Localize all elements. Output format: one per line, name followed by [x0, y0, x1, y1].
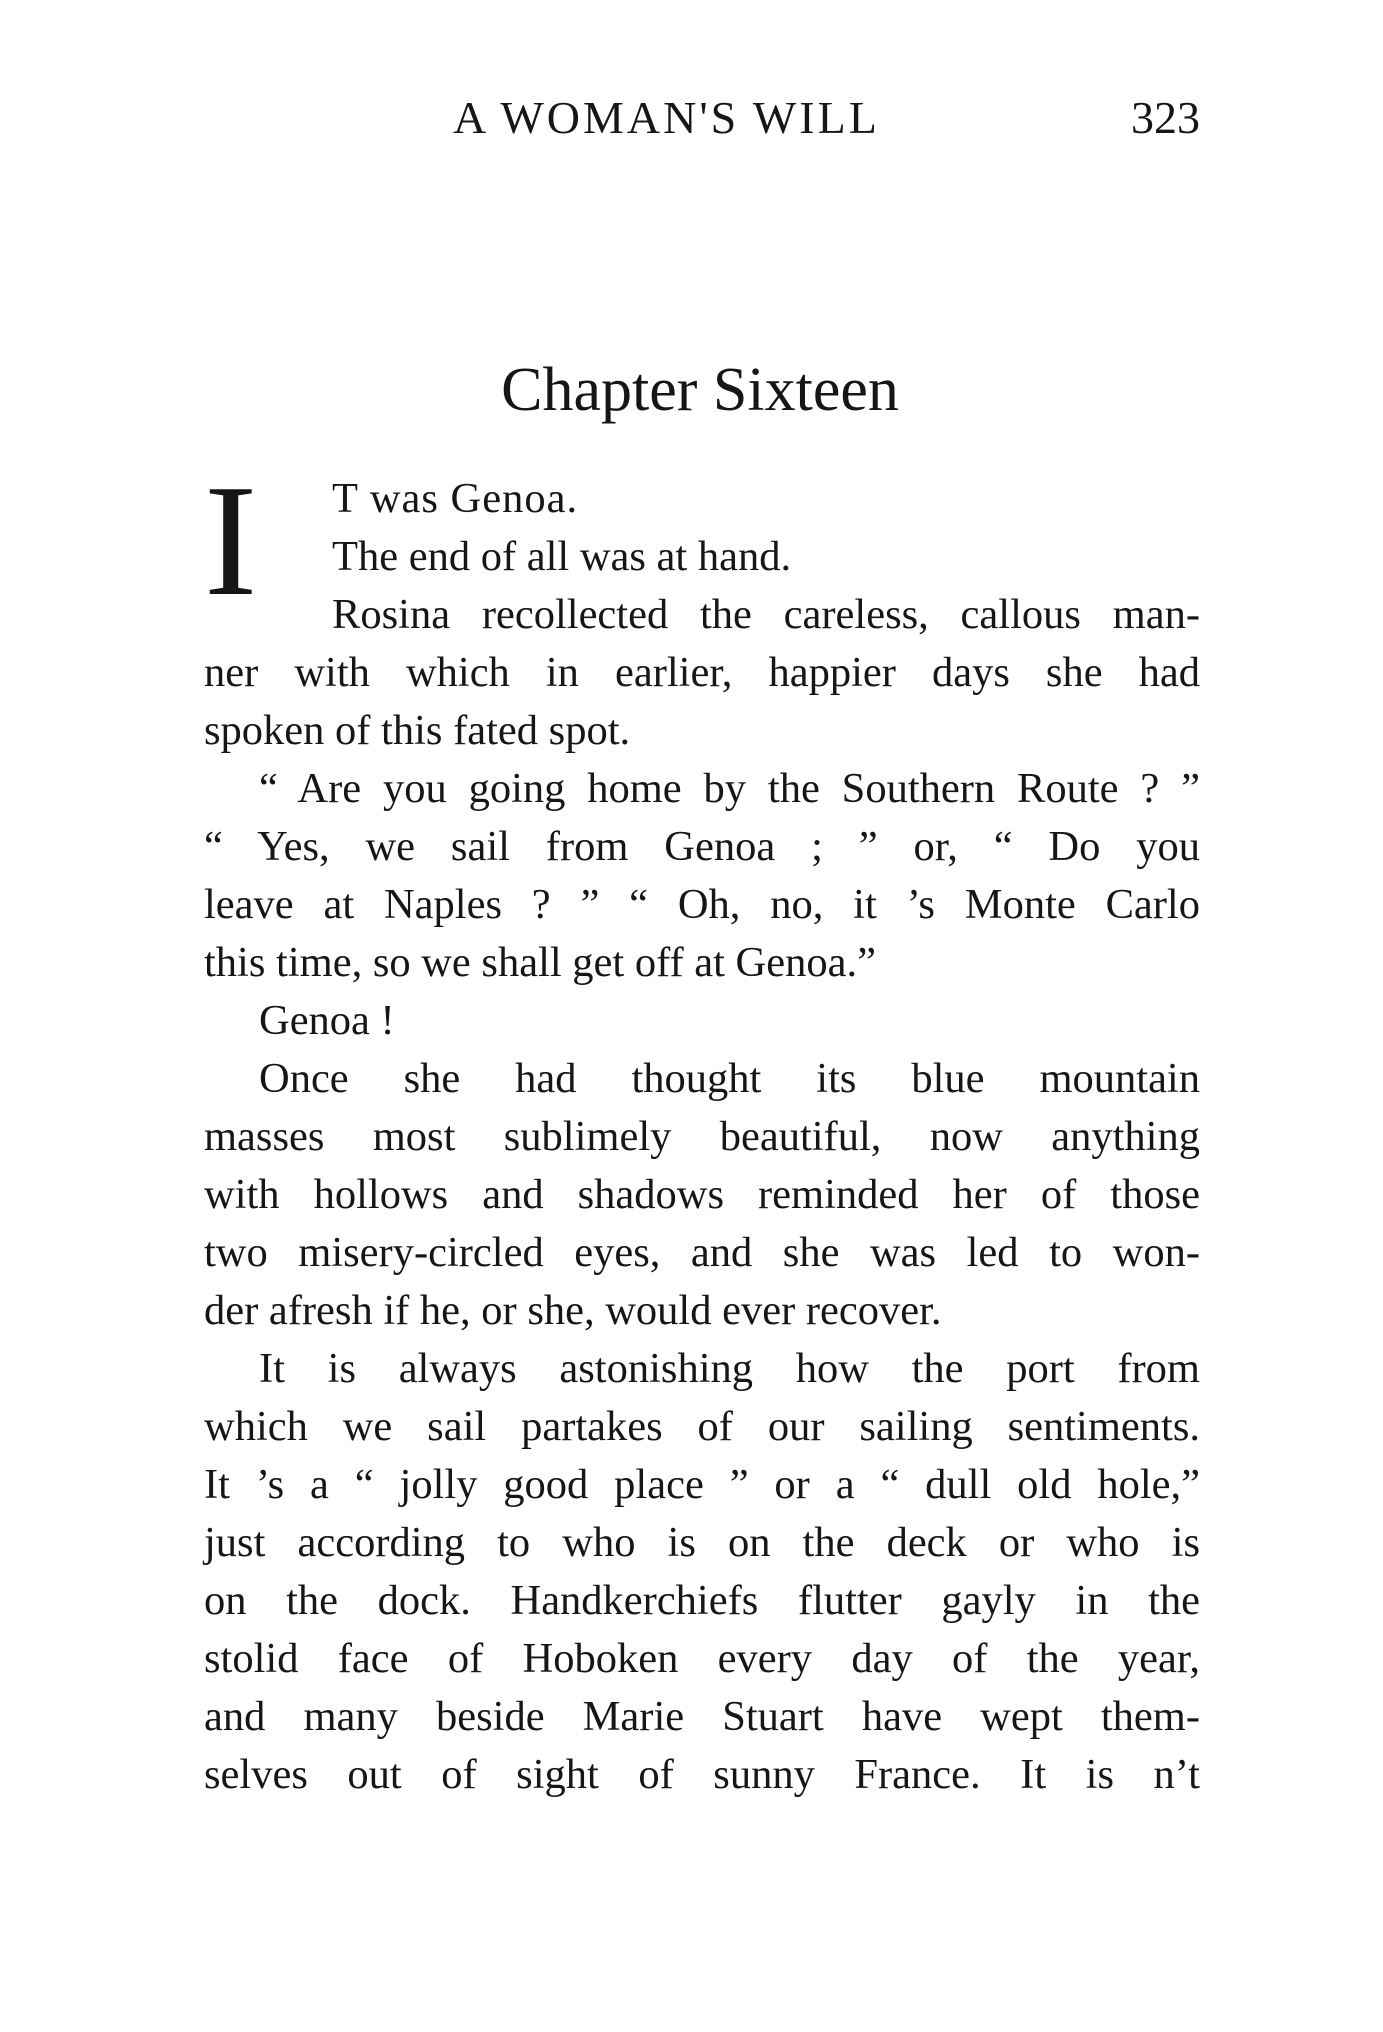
text-line: just according to who is on the deck or who is [204, 1519, 1200, 1566]
running-title: A WOMAN'S WILL [453, 92, 880, 143]
text-line: stolid face of Hoboken every day of the year, [204, 1635, 1200, 1682]
text-line: ner with which in earlier, happier days she had [204, 649, 1200, 696]
text-line: spoken of this fated spot. [204, 707, 631, 754]
text-line: masses most sublimely beautiful, now anything [204, 1113, 1200, 1160]
text-line: Genoa ! [259, 997, 395, 1044]
text-line: “ Yes, we sail from Genoa ; ” or, “ Do you [204, 823, 1200, 870]
drop-cap: I [204, 451, 258, 629]
text-line: It is always astonishing how the port from [259, 1345, 1200, 1392]
text-line: selves out of sight of sunny France. It is n’t [204, 1751, 1200, 1798]
text-line: with hollows and shadows reminded her of those [204, 1171, 1200, 1218]
text-line: which we sail partakes of our sailing sentiments. [204, 1403, 1200, 1450]
text-line: and many beside Marie Stuart have wept them- [204, 1693, 1200, 1740]
text-line: der afresh if he, or she, would ever recover. [204, 1287, 942, 1334]
page-number: 323 [1131, 92, 1200, 143]
text-line: T was Genoa. [332, 475, 579, 522]
body-text [204, 451, 1200, 1804]
text-line: on the dock. Handkerchiefs flutter gayly in the [204, 1577, 1200, 1624]
text-line: “ Are you going home by the Southern Route ? ” [259, 765, 1200, 812]
text-line: leave at Naples ? ” “ Oh, no, it ’s Monte Carlo [204, 881, 1200, 928]
text-line: two misery-circled eyes, and she was led to won- [204, 1229, 1200, 1276]
text-line: Rosina recollected the careless, callous man- [332, 591, 1200, 638]
running-head [200, 88, 1200, 148]
chapter-title: Chapter Sixteen [501, 356, 899, 424]
text-line: this time, so we shall get off at Genoa.” [204, 939, 876, 986]
text-line: It ’s a “ jolly good place ” or a “ dull old hole,” [204, 1461, 1200, 1508]
text-line: Once she had thought its blue mountain [259, 1055, 1200, 1102]
text-line: The end of all was at hand. [332, 533, 792, 580]
